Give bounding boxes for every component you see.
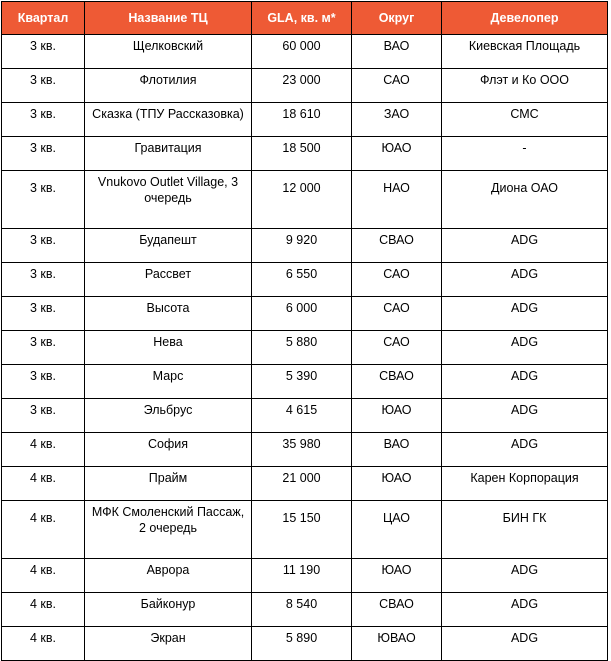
table-row — [2, 137, 608, 171]
table-row — [2, 171, 608, 229]
cell-district: САО — [352, 297, 442, 331]
cell-district: ВАО — [352, 35, 442, 69]
cell-mall-name: Прайм — [85, 467, 252, 501]
header-developer: Девелопер — [442, 2, 608, 35]
cell-gla: 18 500 — [252, 137, 352, 171]
cell-mall-name: Vnukovo Outlet Village, 3 очередь — [85, 171, 252, 229]
cell-gla: 15 150 — [252, 501, 352, 559]
cell-developer: БИН ГК — [442, 501, 608, 559]
cell-gla: 6 550 — [252, 263, 352, 297]
cell-district: САО — [352, 69, 442, 103]
cell-quarter: 3 кв. — [2, 69, 85, 103]
cell-quarter: 4 кв. — [2, 627, 85, 661]
table-row — [2, 559, 608, 593]
cell-developer: ADG — [442, 559, 608, 593]
table-row — [2, 501, 608, 559]
cell-quarter: 4 кв. — [2, 559, 85, 593]
cell-quarter: 3 кв. — [2, 263, 85, 297]
cell-mall-name: Нева — [85, 331, 252, 365]
cell-gla: 5 390 — [252, 365, 352, 399]
table-header-row — [2, 2, 608, 35]
cell-quarter: 3 кв. — [2, 35, 85, 69]
cell-district: ЮАО — [352, 137, 442, 171]
cell-mall-name: Аврора — [85, 559, 252, 593]
cell-quarter: 4 кв. — [2, 593, 85, 627]
cell-quarter: 3 кв. — [2, 399, 85, 433]
cell-developer: Диона ОАО — [442, 171, 608, 229]
cell-mall-name: София — [85, 433, 252, 467]
cell-gla: 21 000 — [252, 467, 352, 501]
cell-district: ВАО — [352, 433, 442, 467]
cell-gla: 11 190 — [252, 559, 352, 593]
cell-gla: 9 920 — [252, 229, 352, 263]
header-mall-name: Название ТЦ — [85, 2, 252, 35]
cell-quarter: 4 кв. — [2, 467, 85, 501]
table-row — [2, 35, 608, 69]
cell-mall-name: Сказка (ТПУ Рассказовка) — [85, 103, 252, 137]
cell-developer: Карен Корпорация — [442, 467, 608, 501]
cell-district: НАО — [352, 171, 442, 229]
cell-quarter: 3 кв. — [2, 365, 85, 399]
table-row — [2, 627, 608, 661]
table-row — [2, 331, 608, 365]
cell-district: ЗАО — [352, 103, 442, 137]
cell-mall-name: Щелковский — [85, 35, 252, 69]
header-gla: GLA, кв. м* — [252, 2, 352, 35]
table-row — [2, 433, 608, 467]
cell-gla: 6 000 — [252, 297, 352, 331]
cell-developer: ADG — [442, 229, 608, 263]
cell-developer: Флэт и Ко ООО — [442, 69, 608, 103]
table-row — [2, 593, 608, 627]
cell-gla: 35 980 — [252, 433, 352, 467]
cell-district: ЮАО — [352, 559, 442, 593]
cell-developer: ADG — [442, 399, 608, 433]
cell-developer: ADG — [442, 593, 608, 627]
cell-mall-name: Эльбрус — [85, 399, 252, 433]
table-row — [2, 69, 608, 103]
cell-quarter: 4 кв. — [2, 501, 85, 559]
cell-quarter: 3 кв. — [2, 331, 85, 365]
table-row — [2, 365, 608, 399]
cell-district: САО — [352, 263, 442, 297]
cell-district: ЮАО — [352, 467, 442, 501]
cell-district: СВАО — [352, 593, 442, 627]
cell-mall-name: Рассвет — [85, 263, 252, 297]
cell-quarter: 3 кв. — [2, 297, 85, 331]
shopping-centers-table — [1, 1, 608, 661]
cell-developer: ADG — [442, 365, 608, 399]
cell-gla: 4 615 — [252, 399, 352, 433]
table-row — [2, 103, 608, 137]
header-quarter: Квартал — [2, 2, 85, 35]
cell-district: СВАО — [352, 229, 442, 263]
cell-developer: СМС — [442, 103, 608, 137]
cell-gla: 18 610 — [252, 103, 352, 137]
cell-quarter: 3 кв. — [2, 229, 85, 263]
cell-district: ЮАО — [352, 399, 442, 433]
table-row — [2, 263, 608, 297]
cell-mall-name: Гравитация — [85, 137, 252, 171]
table-row — [2, 297, 608, 331]
cell-gla: 5 890 — [252, 627, 352, 661]
cell-quarter: 3 кв. — [2, 171, 85, 229]
cell-gla: 23 000 — [252, 69, 352, 103]
cell-developer: - — [442, 137, 608, 171]
table-row — [2, 229, 608, 263]
cell-district: ЮВАО — [352, 627, 442, 661]
cell-mall-name: Экран — [85, 627, 252, 661]
cell-district: ЦАО — [352, 501, 442, 559]
cell-district: САО — [352, 331, 442, 365]
cell-mall-name: Марс — [85, 365, 252, 399]
cell-developer: ADG — [442, 263, 608, 297]
cell-developer: ADG — [442, 297, 608, 331]
cell-gla: 60 000 — [252, 35, 352, 69]
cell-gla: 8 540 — [252, 593, 352, 627]
cell-developer: ADG — [442, 627, 608, 661]
cell-quarter: 3 кв. — [2, 103, 85, 137]
table-row — [2, 399, 608, 433]
cell-mall-name: Байконур — [85, 593, 252, 627]
cell-developer: Киевская Площадь — [442, 35, 608, 69]
table-row — [2, 467, 608, 501]
cell-quarter: 4 кв. — [2, 433, 85, 467]
header-district: Округ — [352, 2, 442, 35]
cell-district: СВАО — [352, 365, 442, 399]
cell-mall-name: Флотилия — [85, 69, 252, 103]
cell-quarter: 3 кв. — [2, 137, 85, 171]
cell-mall-name: МФК Смоленский Пассаж, 2 очередь — [85, 501, 252, 559]
cell-developer: ADG — [442, 433, 608, 467]
cell-gla: 5 880 — [252, 331, 352, 365]
cell-mall-name: Высота — [85, 297, 252, 331]
cell-gla: 12 000 — [252, 171, 352, 229]
cell-developer: ADG — [442, 331, 608, 365]
cell-mall-name: Будапешт — [85, 229, 252, 263]
